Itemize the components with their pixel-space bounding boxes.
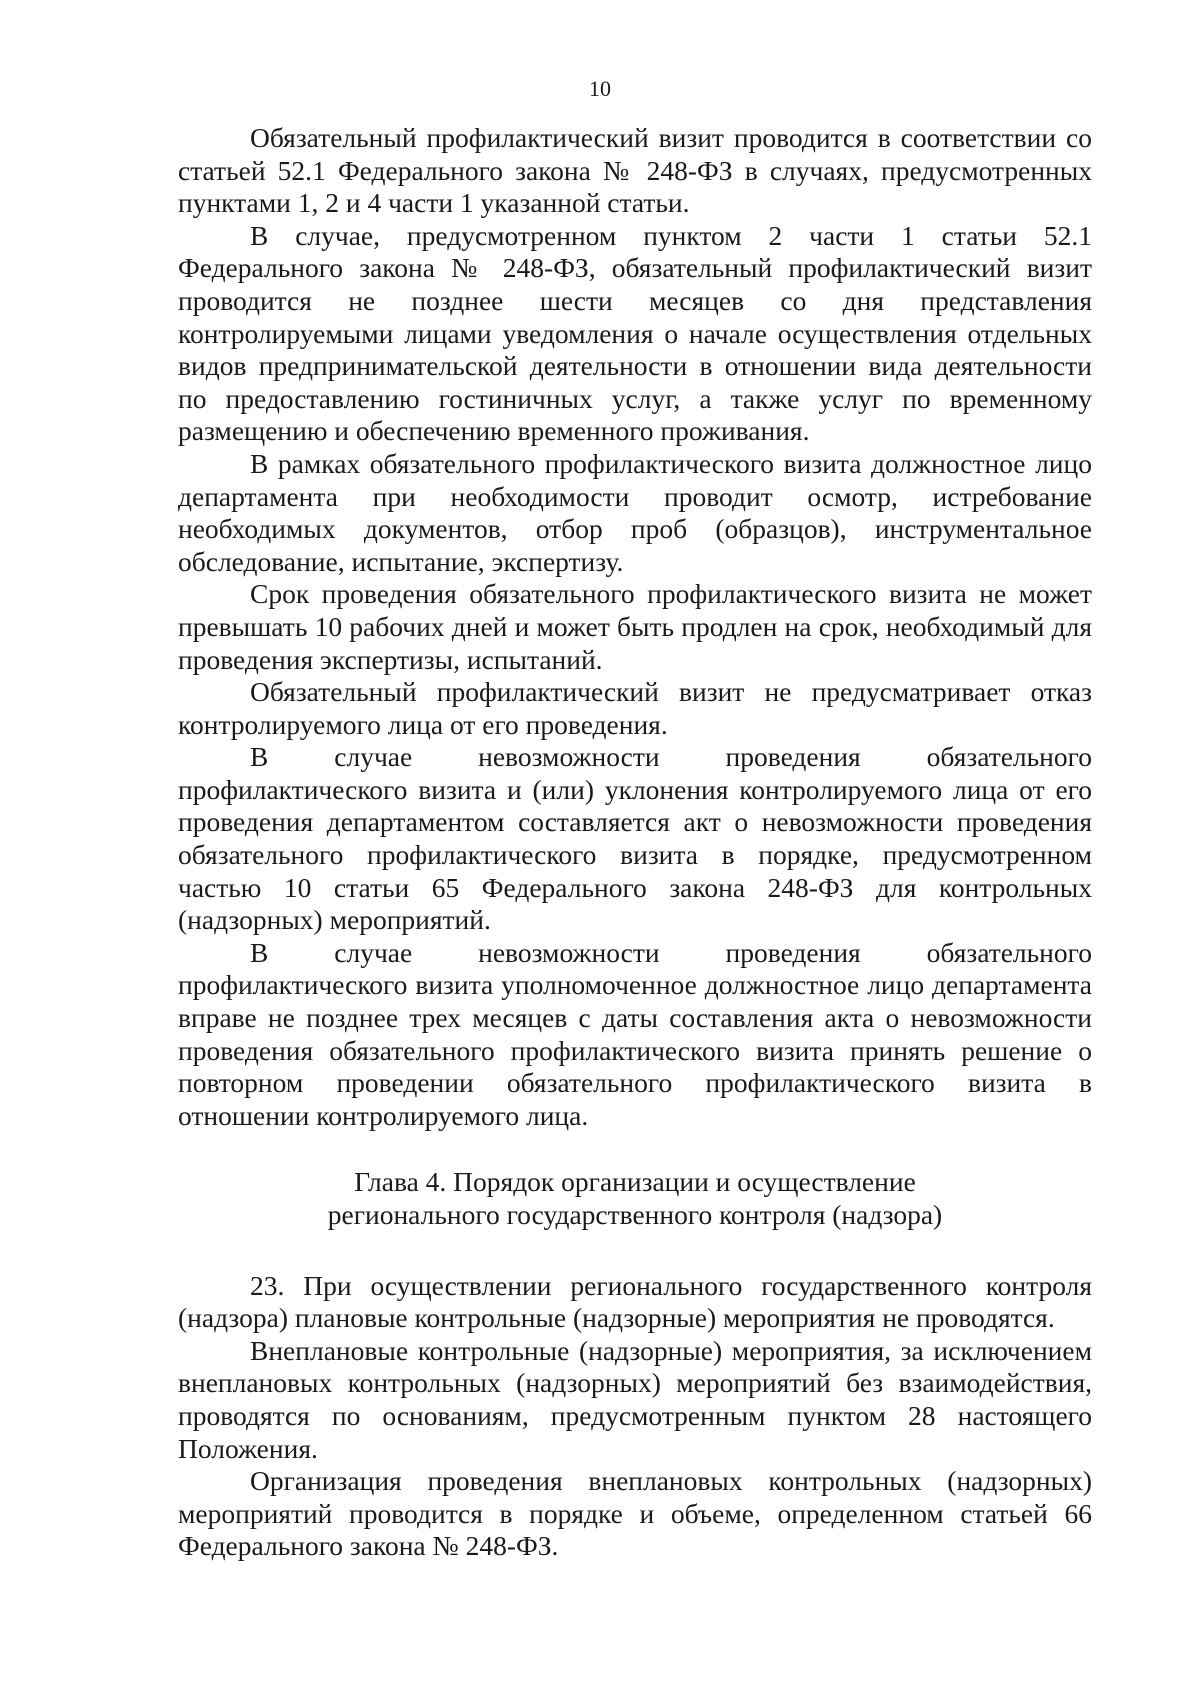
- paragraph: В случае, предусмотренном пунктом 2 части 1 статьи 52.1 Федерального закона № 248-ФЗ, обязательный профилактический визит проводится не позднее шести месяцев со дня представления контролируемыми лицами уведомления о начале осуществления отдельных видов предпринимательской деятельности в отношении вида деятельности по предоставлению гостиничных услуг, а также услуг по временному размещению и обеспечению временного проживания.: [178, 219, 1092, 447]
- paragraph: Организация проведения внеплановых контрольных (надзорных) мероприятий проводится в порядке и объеме, определенном статьей 66 Федерального закона № 248-ФЗ.: [178, 1465, 1092, 1562]
- chapter-heading: [178, 1166, 1092, 1231]
- paragraph: В случае невозможности проведения обязательного профилактического визита уполномоченное должностное лицо департамента вправе не позднее трех месяцев с даты составления акта о невозможности проведения обязательного профилактического визита принять решение о повторном проведении обязательного профилактического визита в отношении контролируемого лица.: [178, 936, 1092, 1131]
- paragraph: Обязательный профилактический визит не предусматривает отказ контролируемого лица от его проведения.: [178, 676, 1092, 740]
- paragraph: Срок проведения обязательного профилактического визита не может превышать 10 рабочих дней и может быть продлен на срок, необходимый для проведения экспертизы, испытаний.: [178, 578, 1092, 675]
- paragraph: Внеплановые контрольные (надзорные) мероприятия, за исключением внеплановых контрольных (надзорных) мероприятий без взаимодействия, проводятся по основаниям, предусмотренным пунктом 28 настоящего Положения.: [178, 1334, 1092, 1464]
- section-spacer: [178, 1232, 1092, 1270]
- paragraph: В рамках обязательного профилактического визита должностное лицо департамента при необходимости проводит осмотр, истребование необходимых документов, отбор проб (образцов), инструментальное обследование, испытание, экспертизу.: [178, 447, 1092, 577]
- paragraph: 23. При осуществлении регионального государственного контроля (надзора) плановые контрольные (надзорные) мероприятия не проводятся.: [178, 1269, 1092, 1334]
- paragraph: В случае невозможности проведения обязательного профилактического визита и (или) уклонения контролируемого лица от его проведения департаментом составляется акт о невозможности проведения обязательного профилактического визита в порядке, предусмотренном частью 10 статьи 65 Федерального закона 248-ФЗ для контрольных (надзорных) мероприятий.: [178, 741, 1092, 936]
- chapter-heading-line-2: регионального государственного контроля (надзора): [327, 1199, 943, 1230]
- document-body: [178, 122, 1092, 1563]
- page-number: 10: [589, 76, 611, 101]
- chapter-heading-line-1: Глава 4. Порядок организации и осуществление: [354, 1166, 916, 1198]
- paragraph: Обязательный профилактический визит проводится в соответствии со статьей 52.1 Федерального закона № 248-ФЗ в случаях, предусмотренных пунктами 1, 2 и 4 части 1 указанной статьи.: [178, 122, 1092, 219]
